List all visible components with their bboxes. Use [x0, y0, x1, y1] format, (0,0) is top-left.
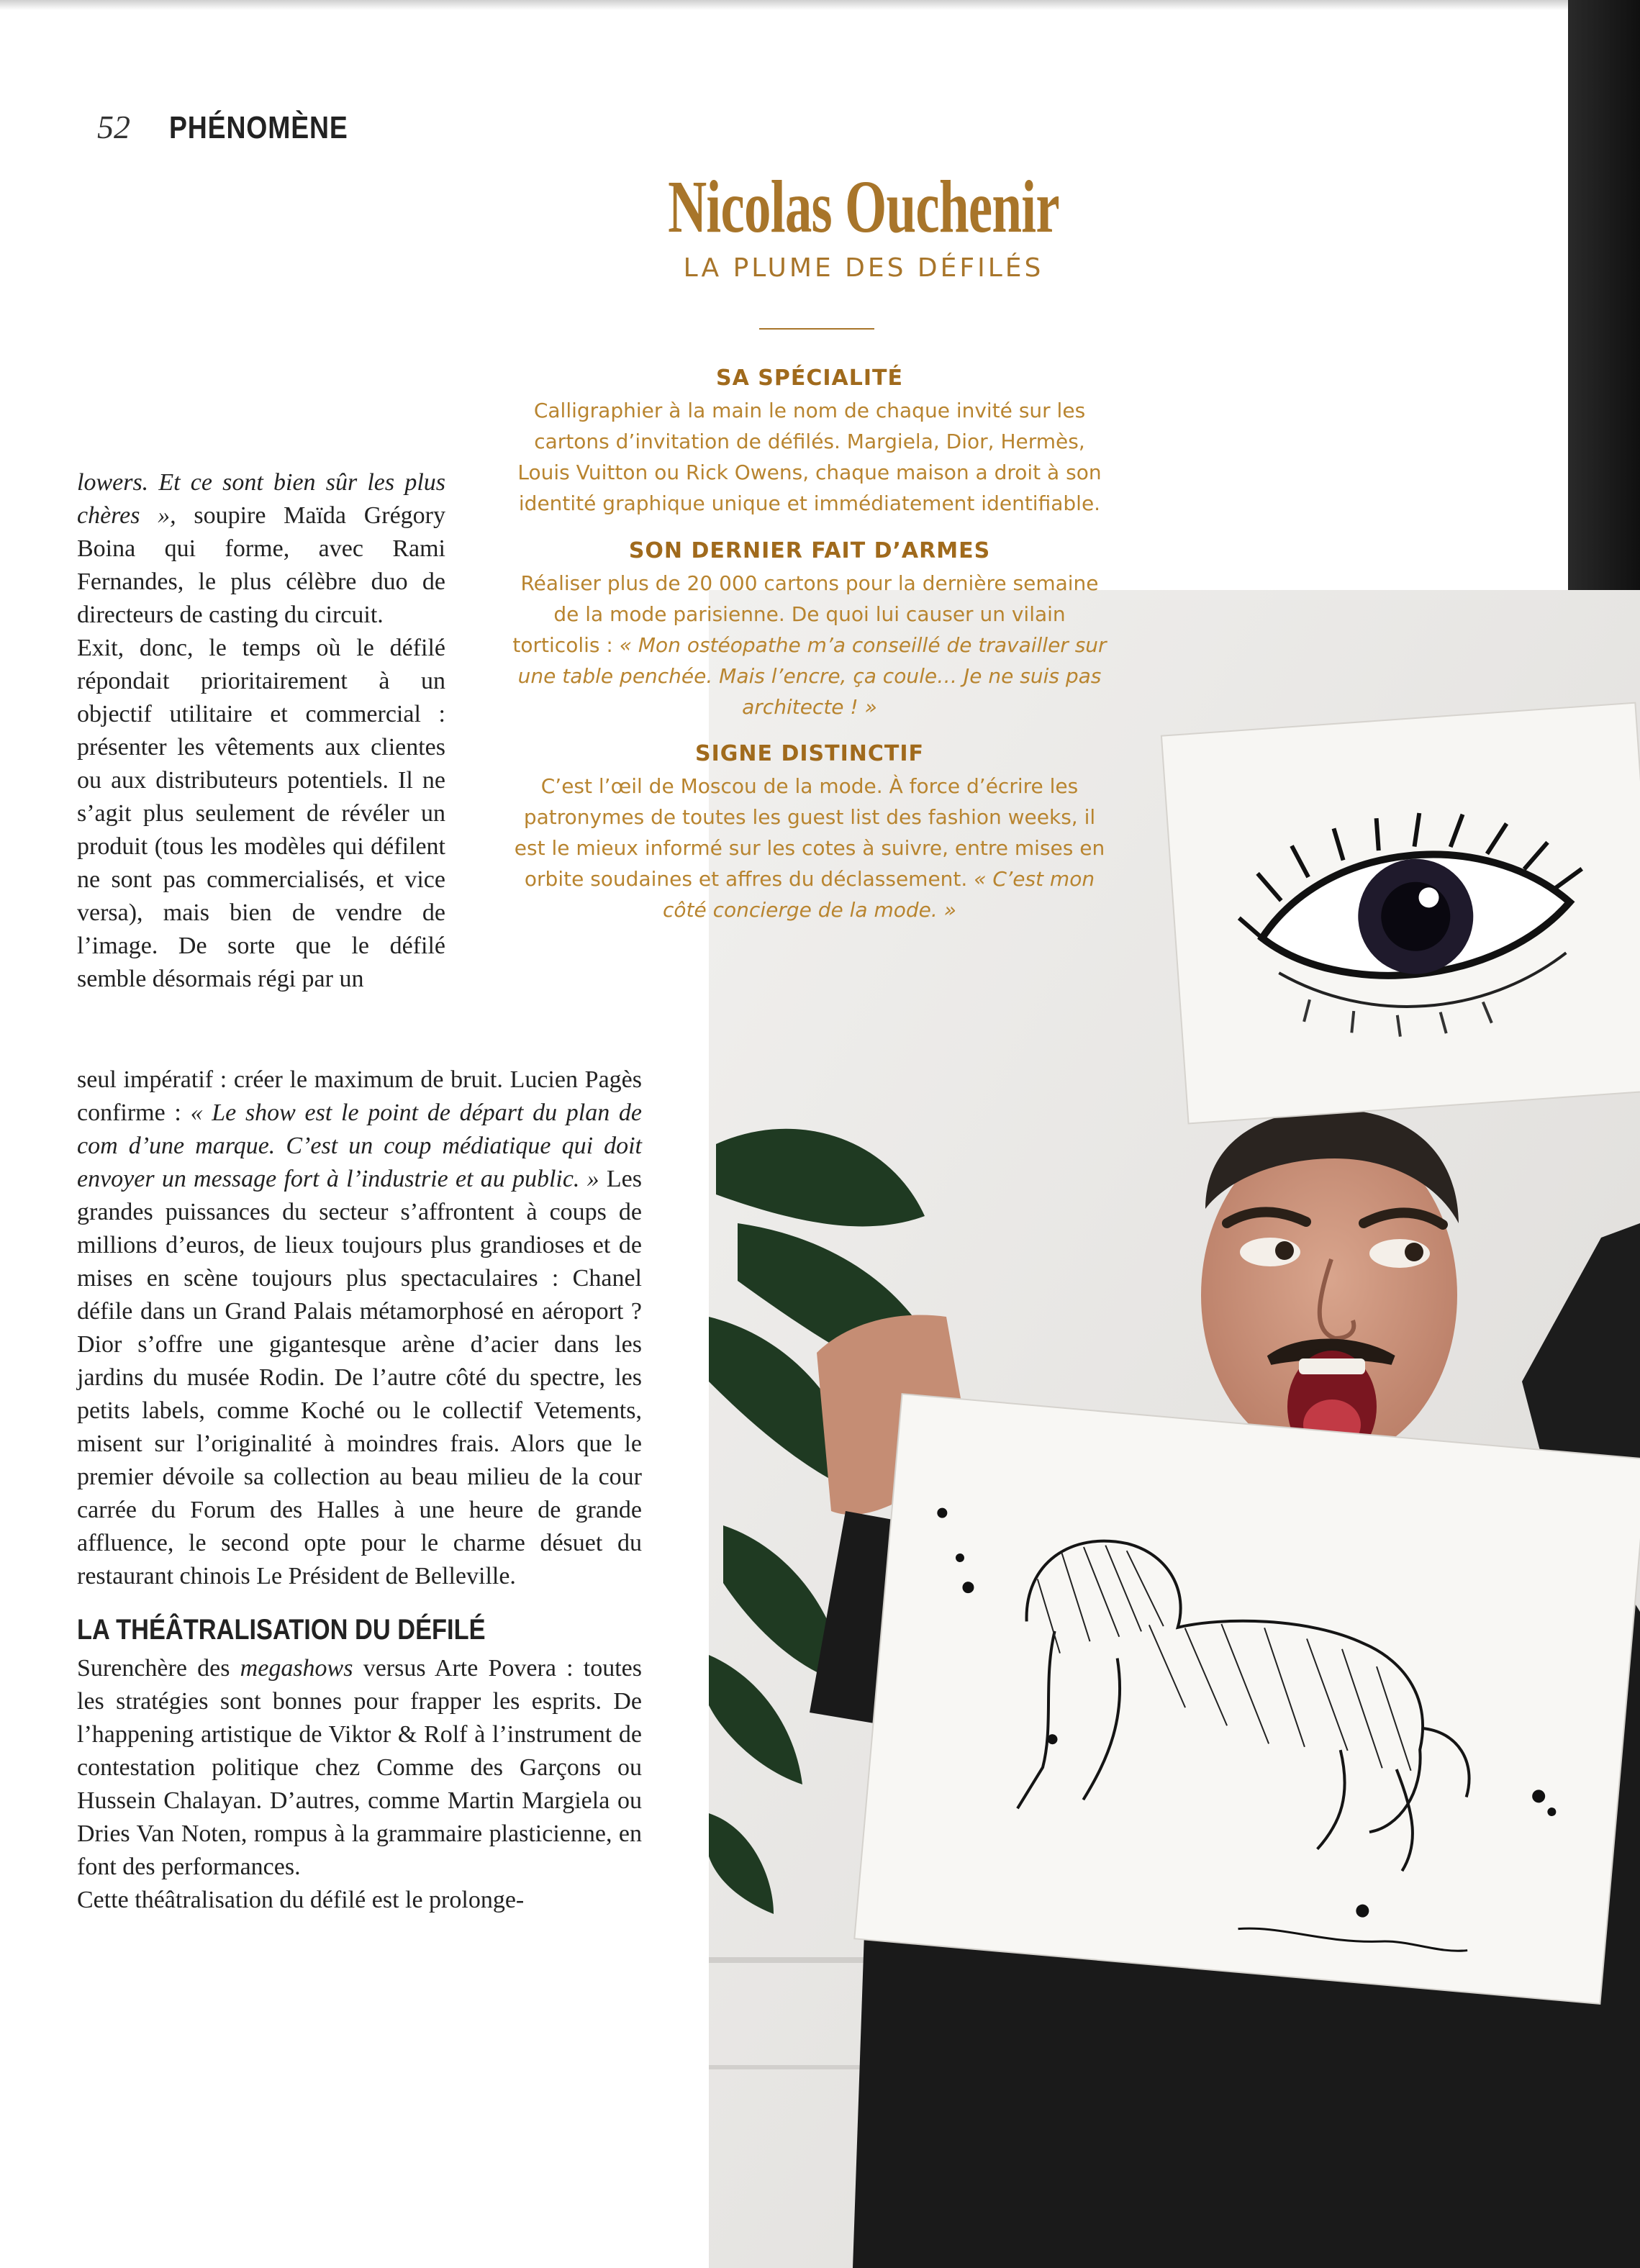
signe-title: SIGNE DISTINCTIF	[695, 741, 924, 766]
fait-paragraph	[507, 568, 1112, 722]
specialite-block	[507, 366, 1112, 519]
paragraph-2b-text: seul impératif : créer le maximum de bruit. Lucien Pagès confirme :	[77, 1066, 642, 1126]
fait-text: Réaliser plus de 20 000 cartons pour la dernière semaine de la mode parisienne. De quoi lui causer un vilain torticolis :	[512, 571, 1099, 657]
lion-drawing-paper	[854, 1394, 1640, 2004]
paragraph-4: Cette théâtralisation du défilé est le prolonge-	[77, 1887, 525, 1913]
signe-paragraph	[507, 771, 1112, 925]
folio	[97, 108, 380, 151]
signe-quote: « C’est mon côté concierge de la mode. »	[663, 867, 1095, 922]
specialite-title: SA SPÉCIALITÉ	[716, 366, 903, 391]
title-rule	[759, 328, 874, 330]
paragraph-1-text: soupire Maïda Grégory Boina qui forme, avec Rami Fernandes, le plus célèbre duo de directeurs de casting du circuit.	[77, 502, 445, 628]
fait-title: SON DERNIER FAIT D’ARMES	[628, 538, 991, 563]
paragraph-1-italic: lowers. Et ce sont bien sûr les plus chères »,	[77, 469, 445, 529]
article-subtitle: LA PLUME DES DÉFILÉS	[683, 253, 1044, 283]
fait-quote: « Mon ostéopathe m’a conseillé de travailler sur une table penchée. Mais l’encre, ça coule… Je ne suis pas architecte ! »	[517, 633, 1107, 719]
paragraph-2-quote: « Le show est le point de départ du plan de com d’une marque. C’est un coup médiatique qui doit envoyer un message fort à l’industrie et au public. »	[77, 1099, 642, 1192]
page-number: 52	[97, 109, 130, 145]
paragraph-3-pre: Surenchère des	[77, 1655, 230, 1682]
section-label: PHÉNOMÈNE	[169, 110, 348, 145]
eye-drawing-paper	[1161, 703, 1640, 1124]
paragraph-2: Exit, donc, le temps où le défilé répondait prioritairement à un objectif utilitaire et commercial : présenter les vêtements aux clientes ou aux distributeurs potentiels. Il ne s’agit plus seulement de révéler un produit (tous les modèles qui défilent ne sont pas commercialisés, et vice versa), mais bien de vendre de l’image. De sorte que le défilé semble désormais régi par un	[77, 635, 445, 992]
specialite-text: Calligraphier à la main le nom de chaque invité sur les cartons d’invitation de défilés. Margiela, Dior, Hermès, Louis Vuitton ou Rick Owens, chaque maison a droit à son identité graphique unique et immédiatement identifiable.	[517, 399, 1102, 515]
paragraph-1	[77, 466, 445, 632]
article-column-bottom	[77, 1063, 642, 1917]
paragraph-2b	[77, 1063, 642, 1593]
paragraph-3-italic: megashows	[240, 1655, 353, 1682]
page-top-shadow	[0, 0, 1569, 10]
paragraph-2c-text: Les grandes puissances du secteur s’affrontent à coups de millions d’euros, de lieux toujours plus grandioses et de mises en scène toujours plus spectaculaires : Chanel défile dans un Grand Palais métamorphosé en aéroport ? Dior s’offre une gigantesque arène d’acier dans les jardins du musée Rodin. De l’autre côté du spectre, les petits labels, comme Koché ou le collectif Vetements, misent sur l’originalité à moindres frais. Alors que le premier dévoile sa collection au beau milieu de la cour carrée du Forum des Halles à une heure de grande affluence, le second opte pour le charme désuet du restaurant chinois Le Président de Belleville.	[77, 1166, 642, 1589]
paragraph-3-text: versus Arte Povera : toutes les stratégies sont bonnes pour frapper les esprits. De l’happening artistique de Viktor & Rolf à l’instrument de contestation politique chez Comme des Garçons ou Hussein Chalayan. D’autres, comme Martin Margiela ou Dries Van Noten, rompus à la grammaire plasticienne, en font des performances.	[77, 1655, 643, 1880]
signe-block	[507, 741, 1112, 925]
article-column-top	[77, 466, 445, 996]
fait-block	[507, 538, 1112, 722]
article-title: Nicolas Ouchenir	[668, 165, 1059, 248]
section-heading: LA THÉÂTRALISATION DU DÉFILÉ	[77, 1614, 486, 1646]
signe-text: C’est l’œil de Moscou de la mode. À force d’écrire les patronymes de toutes les guest list des fashion weeks, il est le mieux informé sur les cotes à suivre, entre mises en orbite soudaines et affres du déclassement.	[514, 774, 1105, 891]
paragraph-3	[77, 1652, 642, 1884]
